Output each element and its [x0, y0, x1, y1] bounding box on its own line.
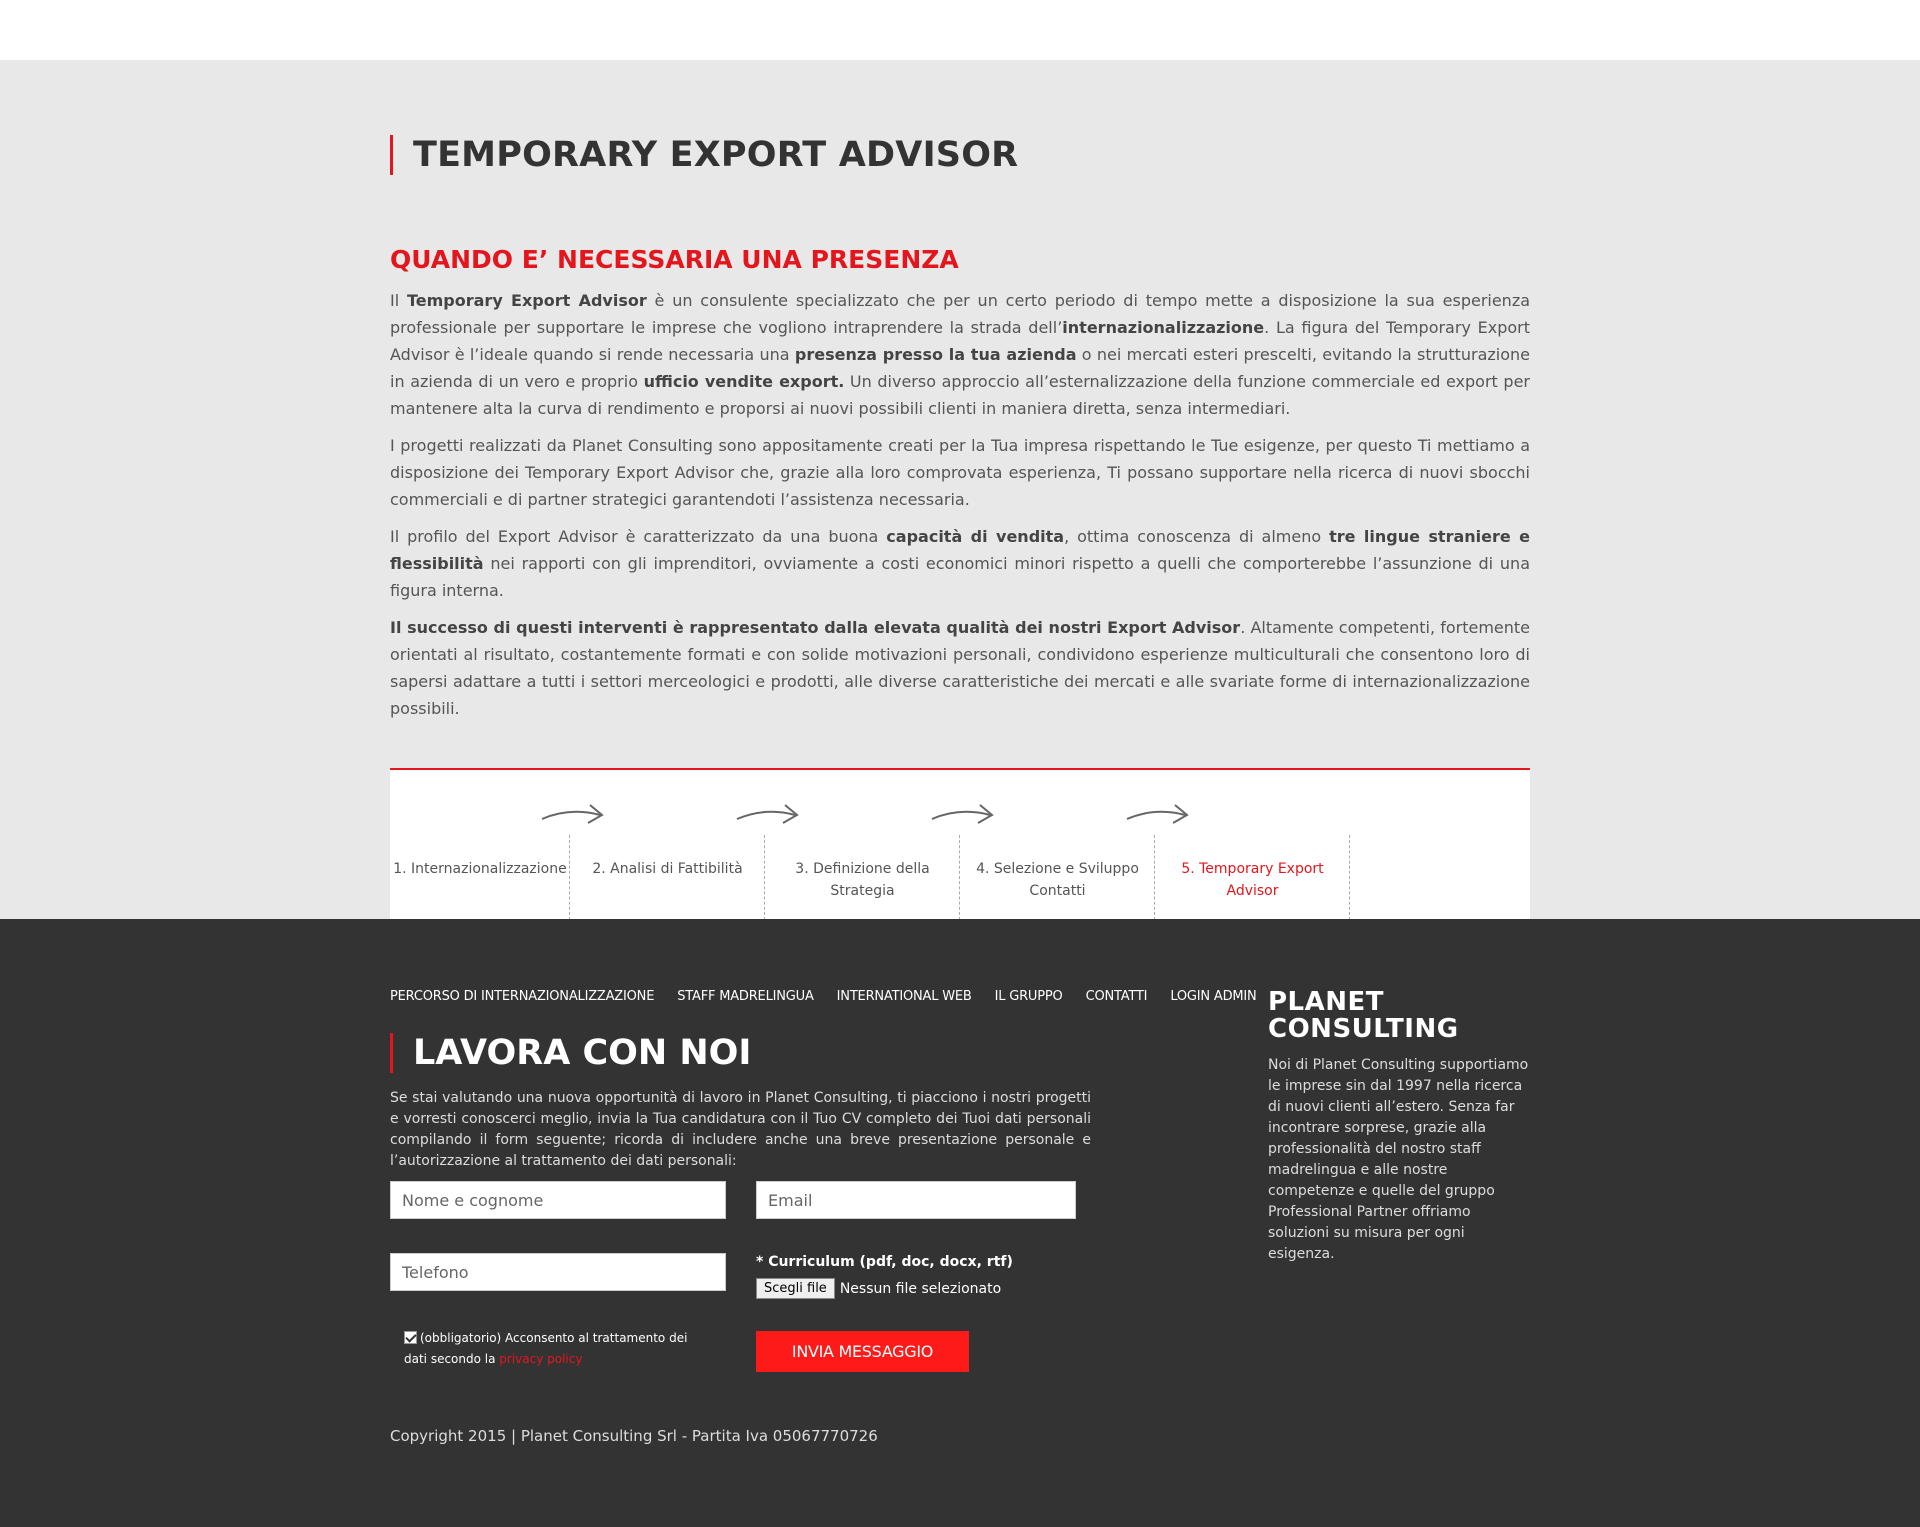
text-run: Un diverso approccio all’esternalizzazione della funzione commerciale ed export per mantenere alta la curva di rendimento e proporsi ai nuovi possibili clienti in maniera diretta, senza intermediari. [390, 372, 1530, 418]
bold-text: Il successo di questi interventi è rappresentato dalla elevata qualità dei nostri Export Advisor [390, 618, 1241, 637]
curved-arrow-icon [1125, 801, 1193, 829]
step-label: 4. Selezione e Sviluppo Contatti [976, 861, 1139, 899]
send-message-button[interactable]: INVIA MESSAGGIO [756, 1331, 969, 1372]
text-run: Il profilo del Export Advisor è caratterizzato da una buona [390, 527, 887, 546]
text-run: Il [390, 291, 407, 310]
bold-text: tre lingue straniere e flessibilità [390, 527, 1531, 573]
curved-arrow-icon [735, 801, 803, 829]
step-label: 2. Analisi di Fattibilità [592, 861, 743, 877]
article-paragraph-3 [390, 523, 1530, 604]
copyright-text: Copyright 2015 | Planet Consulting Srl - Partita Iva 05067770726 [390, 1427, 878, 1445]
lavora-description: Se stai valutando una nuova opportunità di lavoro in Planet Consulting, ti piacciono i nostri progetti e vorresti conoscerci meglio, invia la Tua candidatura con il Tuo CV completo dei Tuoi dati personali compilando il form seguente; ricorda di includere anche una breve presentazione personale e l’autorizzazione al trattamento dei dati personali: [390, 1090, 1091, 1169]
brand-description: Noi di Planet Consulting supportiamo le imprese sin dal 1997 nella ricerca di nuovi clienti all’estero. Senza far incontrare sorprese, grazie alla professionalità del nostro staff madrelingua e alle nostre competenze e quelle del gruppo Professional Partner offriamo soluzioni su misura per ogni esigenza. [1268, 1057, 1529, 1262]
bold-text: internazionalizzazione [1062, 318, 1265, 337]
footer-nav-contatti[interactable]: CONTATTI [1085, 989, 1148, 1004]
curved-arrow-icon [930, 801, 998, 829]
step-divider [959, 835, 960, 920]
article-paragraph-2 [390, 432, 1530, 513]
step-divider [764, 835, 765, 920]
step-temporary-export-advisor[interactable] [1155, 770, 1350, 919]
text-run: , ottima conoscenza di almeno [1064, 527, 1330, 546]
footer-nav-login-admin[interactable]: LOGIN ADMIN [1170, 989, 1257, 1004]
page-title: TEMPORARY EXPORT ADVISOR [390, 135, 1018, 175]
footer [0, 919, 1920, 1527]
step-divider [1154, 835, 1155, 920]
text-run: I progetti realizzati da Planet Consulting sono appositamente creati per la Tua impresa rispettando le Tue esigenze, per questo Ti mettiamo a disposizione dei Temporary Export Advisor che, grazie alla loro comprovata esperienza, Ti possano supportare nella ricerca di nuovi sbocchi commerciali e di partner strategici garantendoti l’assistenza necessaria. [390, 436, 1530, 509]
step-definizione-strategia[interactable] [765, 770, 960, 919]
top-header-bar [0, 0, 1920, 60]
section-heading: QUANDO E’ NECESSARIA UNA PRESENZA [390, 245, 959, 274]
email-input[interactable] [756, 1181, 1076, 1219]
file-status: Nessun file selezionato [839, 1280, 1002, 1297]
footer-nav-il-gruppo[interactable]: IL GRUPPO [994, 989, 1063, 1004]
text-run: . La figura del Temporary Export Advisor è l’ideale quando si rende necessaria una [390, 318, 1531, 364]
choose-file-button[interactable]: Scegli file [756, 1278, 835, 1299]
consent-text: (obbligatorio) Acconsento al trattamento dei dati secondo la [404, 1331, 688, 1366]
article-body [390, 287, 1530, 732]
process-steps [390, 768, 1530, 919]
footer-nav-percorso[interactable]: PERCORSO DI INTERNAZIONALIZZAZIONE [390, 989, 655, 1004]
step-label: 1. Internazionalizzazione [393, 861, 567, 877]
step-internazionalizzazione[interactable] [390, 770, 570, 919]
bold-text: presenza presso la tua azienda [794, 345, 1077, 364]
text-run: . Altamente competenti, fortemente orientati al risultato, costantemente formati e con solide motivazioni personali, condividono esperienze multiculturali che consentono loro di sapersi adattare a tutti i settori merceologici e prodotti, alle diverse caratteristiche dei mercati e alle svariate forme di internazionalizzazione possibili. [390, 618, 1531, 718]
consent-checkbox[interactable] [404, 1331, 417, 1344]
step-divider [1349, 835, 1350, 920]
step-divider [569, 835, 570, 920]
curved-arrow-icon [540, 801, 608, 829]
step-label: 3. Definizione della Strategia [795, 861, 930, 899]
text-run: è un consulente specializzato che per un certo periodo di tempo mette a disposizione la sua esperienza professionale per supportare le imprese che vogliono intraprendere la strada dell’ [390, 291, 1531, 337]
step-selezione-contatti[interactable] [960, 770, 1155, 919]
name-input[interactable] [390, 1181, 726, 1219]
bold-text: ufficio vendite export. [643, 372, 845, 391]
step-analisi-fattibilita[interactable] [570, 770, 765, 919]
bold-text: Temporary Export Advisor [406, 291, 647, 310]
file-upload [756, 1278, 1001, 1299]
consent-block [404, 1328, 704, 1370]
footer-nav-staff[interactable]: STAFF MADRELINGUA [677, 989, 814, 1004]
phone-input[interactable] [390, 1253, 726, 1291]
lavora-title: LAVORA CON NOI [390, 1033, 751, 1073]
main-content [0, 60, 1920, 919]
text-run: o nei mercati esteri prescelti, evitando la strutturazione in azienda di un vero e proprio [390, 345, 1531, 391]
footer-nav [390, 989, 1257, 1004]
brand-title: PLANET CONSULTING [1268, 987, 1459, 1044]
footer-nav-international-web[interactable]: INTERNATIONAL WEB [836, 989, 972, 1004]
bold-text: capacità di vendita [886, 527, 1065, 546]
article-paragraph-1 [390, 287, 1530, 422]
curriculum-label: * Curriculum (pdf, doc, docx, rtf) [756, 1254, 1013, 1270]
privacy-policy-link[interactable]: privacy policy [499, 1352, 583, 1366]
step-label: 5. Temporary Export Advisor [1181, 861, 1324, 899]
text-run: nei rapporti con gli imprenditori, ovviamente a costi economici minori rispetto a quelli che comporterebbe l’assunzione di una figura interna. [390, 554, 1530, 600]
article-paragraph-4 [390, 614, 1530, 722]
